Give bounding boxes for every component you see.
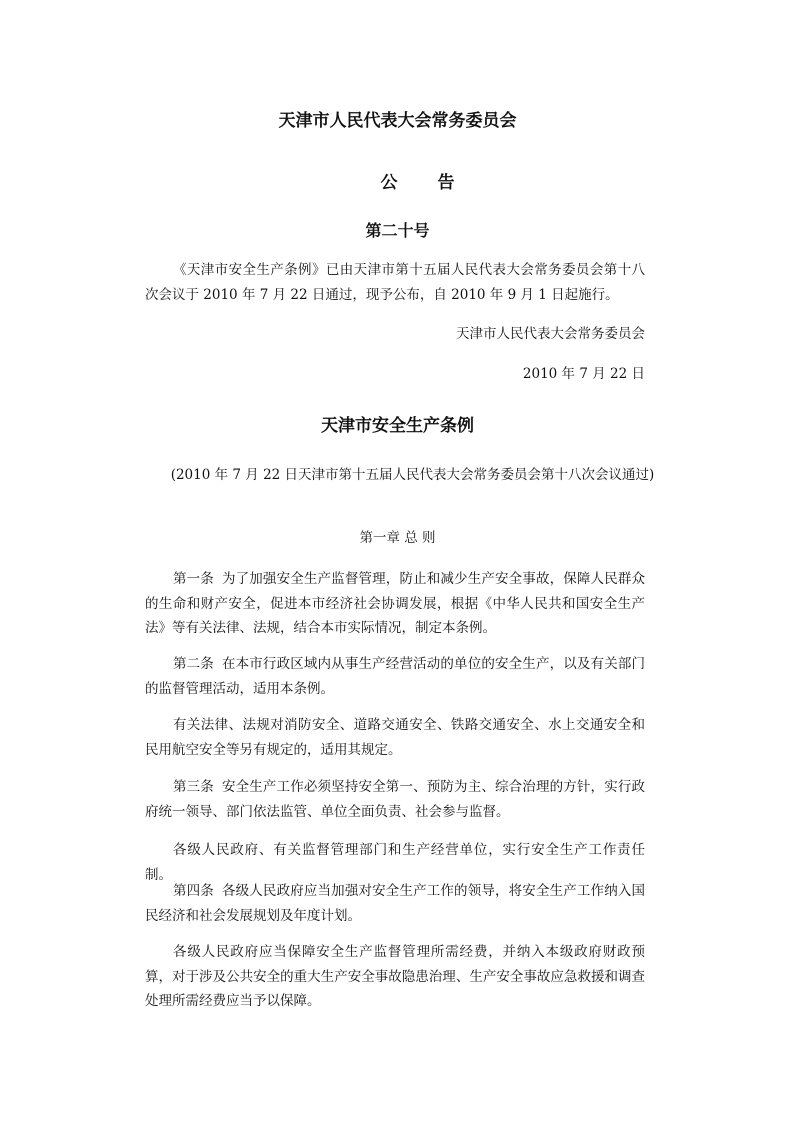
article-4-paragraph-2 (145, 940, 645, 1014)
article-label: 第四条 (173, 883, 214, 899)
article-4 (145, 879, 645, 928)
article-label: 第三条 (173, 779, 214, 795)
article-text: 各级人民政府、有关监督管理部门和生产经营单位，实行安全生产工作责任制。 (145, 842, 645, 883)
article-1 (145, 567, 645, 641)
article-label: 第二条 (173, 656, 214, 672)
notice-title: 公告 (380, 173, 495, 193)
article-3 (145, 775, 645, 824)
article-text: 各级人民政府应当加强对安全生产工作的领导，将安全生产工作纳入国民经济和社会发展规划及年度计划。 (145, 883, 646, 924)
notice-number: 第二十号 (365, 221, 430, 240)
signature: 天津市人民代表大会常务委员会 (456, 326, 645, 342)
regulation-subtitle: (2010 年 7 月 22 日天津市第十五届人民代表大会常务委员会第十八次会议通过) (170, 467, 655, 483)
issuer-heading: 天津市人民代表大会常务委员会 (278, 111, 517, 131)
article-label: 第一条 (173, 571, 214, 587)
article-text: 安全生产工作必须坚持安全第一、预防为主、综合治理的方针，实行政府统一领导、部门依法监管、单位全面负责、社会参与监督。 (145, 779, 646, 820)
article-text: 各级人民政府应当保障安全生产监督管理所需经费，并纳入本级政府财政预算，对于涉及公共安全的重大生产安全事故隐患治理、生产安全事故应急救援和调查处理所需经费应当予以保障。 (145, 944, 645, 1009)
regulation-title: 天津市安全生产条例 (321, 416, 474, 436)
chapter-heading: 第一章 总 则 (359, 530, 436, 546)
notice-date: 2010 年 7 月 22 日 (522, 366, 645, 382)
notice-body: 《天津市安全生产条例》已由天津市第十五届人民代表大会常务委员会第十八次会议于 2010 年 7 月 22 日通过，现予公布，自 2010 年 9 月 1 日起施行。 (145, 262, 645, 303)
article-2 (145, 652, 645, 701)
article-2-paragraph-2 (145, 713, 645, 762)
article-text: 在本市行政区域内从事生产经营活动的单位的安全生产，以及有关部门的监督管理活动，适用本条例。 (145, 656, 646, 697)
article-text: 为了加强安全生产监督管理，防止和减少生产安全事故，保障人民群众的生命和财产安全，促进本市经济社会协调发展，根据《中华人民共和国安全生产法》等有关法律、法规，结合本市实际情况，制定本条例。 (145, 571, 646, 636)
article-text: 有关法律、法规对消防安全、道路交通安全、铁路交通安全、水上交通安全和民用航空安全等另有规定的，适用其规定。 (145, 717, 645, 758)
